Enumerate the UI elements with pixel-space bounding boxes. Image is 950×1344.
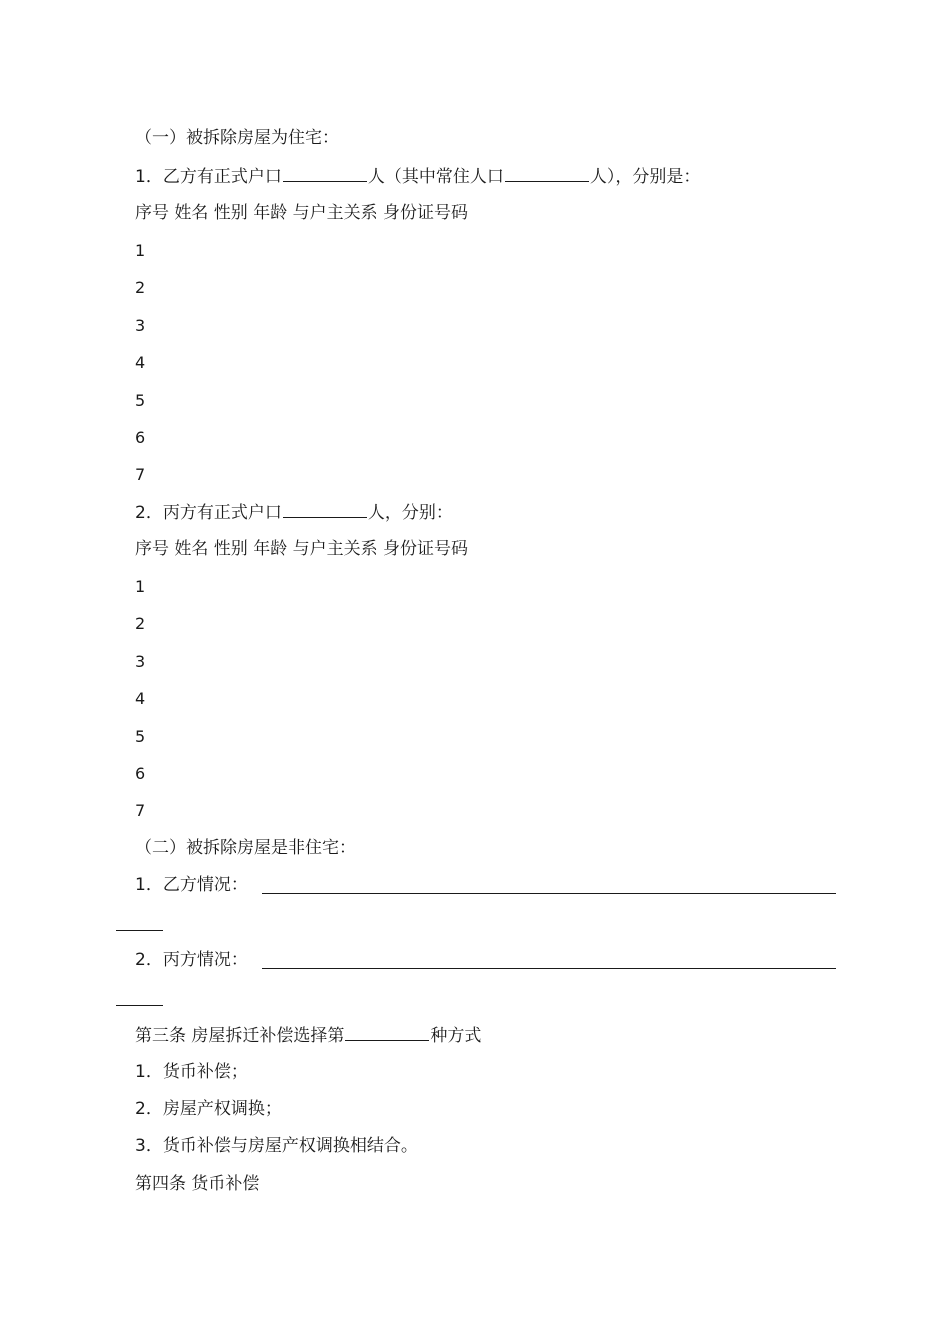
section-residential-heading: （一）被拆除房屋为住宅： (135, 128, 339, 148)
row-number: 3 (135, 651, 146, 671)
article3-option-3: 3．货币补偿与房屋产权调换相结合。 (135, 1136, 418, 1156)
blank-registered-count (283, 165, 367, 182)
table-header-a: 序号 姓名 性别 年龄 与户主关系 身份证号码 (135, 203, 469, 223)
row-number: 6 (135, 764, 146, 783)
row-number: 1 (135, 577, 146, 596)
party-b-situation-blank (262, 893, 836, 894)
blank-resident-count (505, 165, 589, 182)
article3-title (135, 1024, 481, 1047)
row-number: 7 (135, 465, 146, 485)
row-number: 4 (135, 689, 146, 709)
article3-option-1: 1．货币补偿； (135, 1062, 248, 1082)
item2-pre: 2．丙方有正式户口 (135, 503, 282, 523)
table-header-b: 序号 姓名 性别 年龄 与户主关系 身份证号码 (135, 539, 469, 559)
article3-title-post: 种方式 (430, 1026, 482, 1046)
article3-option-2: 2．房屋产权调换； (135, 1099, 282, 1119)
row-number: 7 (135, 801, 146, 821)
item1-post: 人），分别是： (589, 167, 701, 187)
party-c-situation-blank-cont (116, 1005, 163, 1006)
article4-title: 第四条 货币补偿 (135, 1174, 260, 1194)
row-number: 1 (135, 241, 146, 260)
party-c-situation-label: 2．丙方情况： (135, 950, 248, 970)
item1-household-line (135, 165, 700, 188)
row-number: 5 (135, 390, 146, 410)
item2-post: 人，分别： (367, 503, 453, 523)
section-nonresidential-heading: （二）被拆除房屋是非住宅： (135, 838, 356, 858)
party-c-situation-blank (262, 968, 836, 969)
row-number: 5 (135, 726, 146, 746)
row-number: 2 (135, 614, 146, 634)
row-number: 6 (135, 428, 146, 447)
item1-pre: 1．乙方有正式户口 (135, 167, 282, 187)
party-b-situation-blank-cont (116, 930, 163, 931)
row-number: 2 (135, 278, 146, 298)
blank-c-registered-count (283, 501, 367, 518)
article3-title-pre: 第三条 房屋拆迁补偿选择第 (135, 1026, 345, 1046)
blank-method-number (345, 1024, 429, 1041)
row-number: 3 (135, 315, 146, 335)
row-number: 4 (135, 353, 146, 373)
item1-mid: 人（其中常住人口 (367, 167, 504, 187)
party-b-situation-label: 1．乙方情况： (135, 875, 248, 895)
item2-household-line (135, 501, 453, 524)
